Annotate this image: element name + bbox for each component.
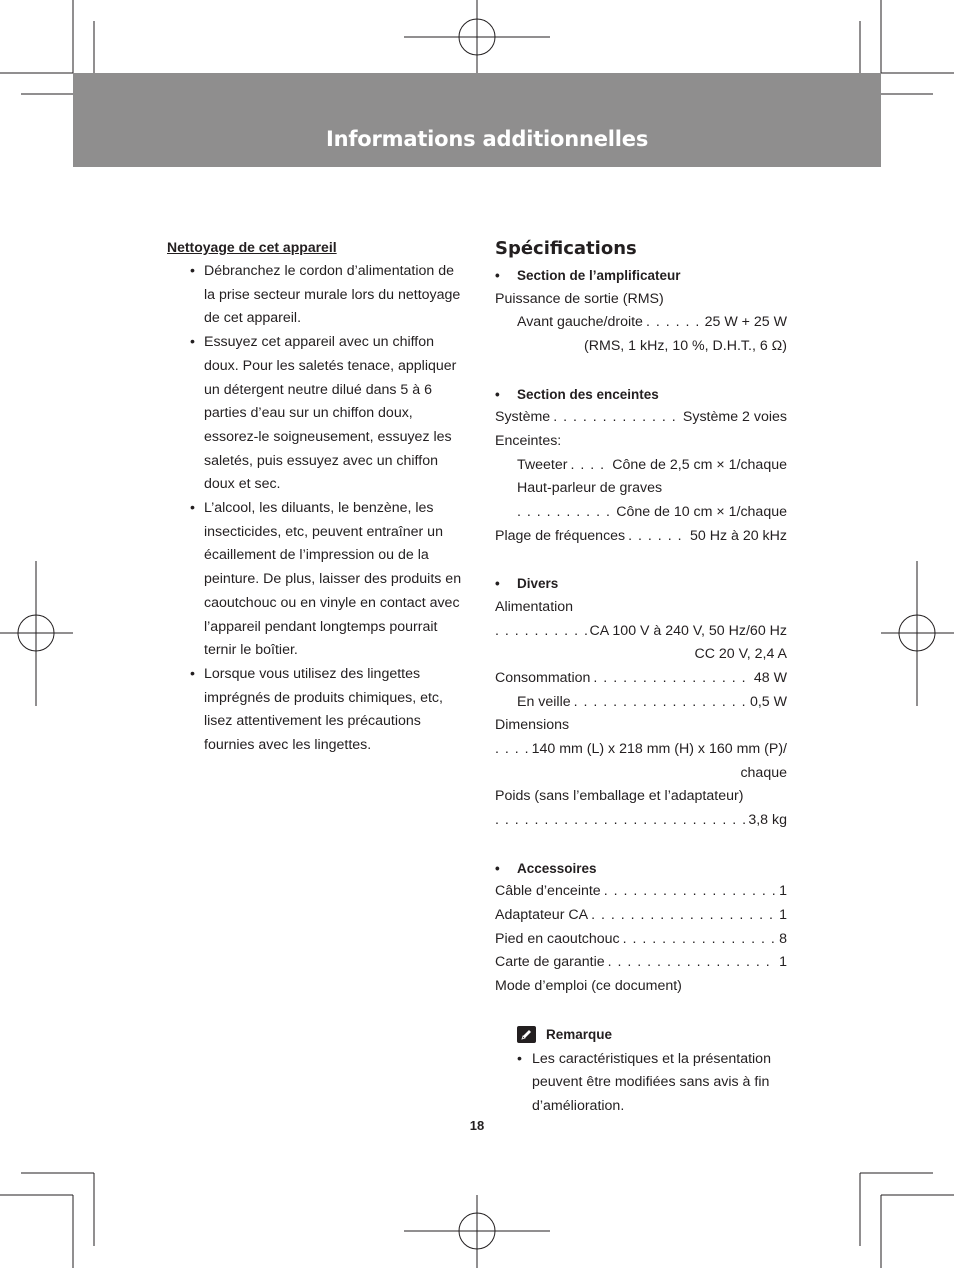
specifications-title: Spécifications [495, 238, 637, 259]
cleaning-list [167, 260, 462, 758]
bullet: • [190, 500, 195, 517]
accessory-row: Carte de garantie . . . 1 [495, 951, 787, 975]
spec-row-ac: . . . CA 100 V à 240 V, 50 Hz/60 Hz [495, 620, 787, 644]
power-supply-label: Alimentation [495, 598, 574, 615]
spec-row-standby: En veille . . . 0,5 W [495, 691, 787, 715]
power-output-label: Puissance de sortie (RMS) [495, 290, 664, 307]
front-note: (RMS, 1 kHz, 10 %, D.H.T., 6 Ω) [584, 338, 787, 355]
cleaning-heading: Nettoyage de cet appareil [167, 239, 337, 255]
note-box [495, 1023, 787, 1119]
bullet: • [190, 263, 195, 279]
dimensions-suffix: chaque [740, 764, 787, 781]
note-label: Remarque [546, 1026, 613, 1042]
spec-row-weight: . . . 3,8 kg [495, 809, 787, 833]
bullet: • [190, 665, 195, 682]
spec-row-consumption: Consommation . . . 48 W [495, 667, 787, 691]
manual-item: Mode d’emploi (ce document) [495, 978, 682, 995]
dimensions-label: Dimensions [495, 717, 570, 734]
registration-target-bottom [404, 1195, 550, 1268]
registration-target-left [0, 561, 73, 706]
enclosures-label: Enceintes: [495, 432, 562, 449]
accessories-heading: • Accessoires [495, 860, 597, 876]
pencil-icon [517, 1026, 536, 1043]
list-item: • Essuyez cet appareil avec un chiffon doux. Pour les saletés tenace, appliquer un détergent neutre dilué dans 5 à 6 parties d’eau sur un chiffon doux, essorez-le soigneusement, essuyez les saletés, puis essuyez avec un chiffon doux et sec. [167, 331, 462, 497]
accessory-row: Pied en caoutchouc . . . 8 [495, 928, 787, 952]
specifications-section [495, 237, 787, 1119]
spec-row-system: Système . . . Système 2 voies [495, 406, 787, 430]
speakers-heading: • Section des enceintes [495, 386, 659, 402]
misc-heading: • Divers [495, 576, 559, 592]
registration-target-top [404, 0, 550, 73]
page-number: 18 [469, 1118, 485, 1133]
list-item: • L’alcool, les diluants, le benzène, les insecticides, etc, peuvent entraîner un écaillement de l’impression ou de la peinture. De plus, laisser des produits en caoutchouc ou en vinyle en contact avec l’appareil pendant longtemps pourrait ternir le boîtier. [167, 497, 462, 663]
amplifier-heading: • Section de l’amplificateur [495, 268, 681, 283]
accessory-row: Adaptateur CA . . . 1 [495, 904, 787, 928]
page-title: Informations additionnelles [326, 127, 649, 151]
registration-target-right [881, 561, 954, 706]
accessory-row: Câble d’enceinte . . . 1 [495, 880, 787, 904]
bullet: • [190, 334, 195, 351]
spec-row-tweeter: Tweeter . . . Cône de 2,5 cm × 1/chaque [495, 454, 787, 478]
list-item: • Lorsque vous utilisez des lingettes imprégnés de produits chimiques, etc, lisez attentivement les précautions fournies avec les lingettes. [167, 663, 462, 758]
header-banner [73, 73, 881, 167]
dc-value: CC 20 V, 2,4 A [694, 646, 787, 663]
cleaning-section [167, 237, 462, 758]
list-item: • Débranchez le cordon d’alimentation de la prise secteur murale lors du nettoyage de cet appareil. [167, 260, 462, 331]
woofer-label: Haut-parleur de graves [517, 480, 663, 497]
spec-row-woofer: . . . Cône de 10 cm × 1/chaque [495, 501, 787, 525]
spec-row-dimensions: . . . 140 mm (L) x 218 mm (H) x 160 mm (P)/ [495, 738, 787, 762]
spec-row-front: Avant gauche/droite . . . 25 W + 25 W [495, 311, 787, 335]
spec-row-frequency: Plage de fréquences . . . 50 Hz à 20 kHz [495, 525, 787, 549]
note-text: • Les caractéristiques et la présentation peuvent être modifiées sans avis à fin d’amélioration. [517, 1050, 771, 1115]
weight-label: Poids (sans l’emballage et l’adaptateur) [495, 788, 744, 805]
